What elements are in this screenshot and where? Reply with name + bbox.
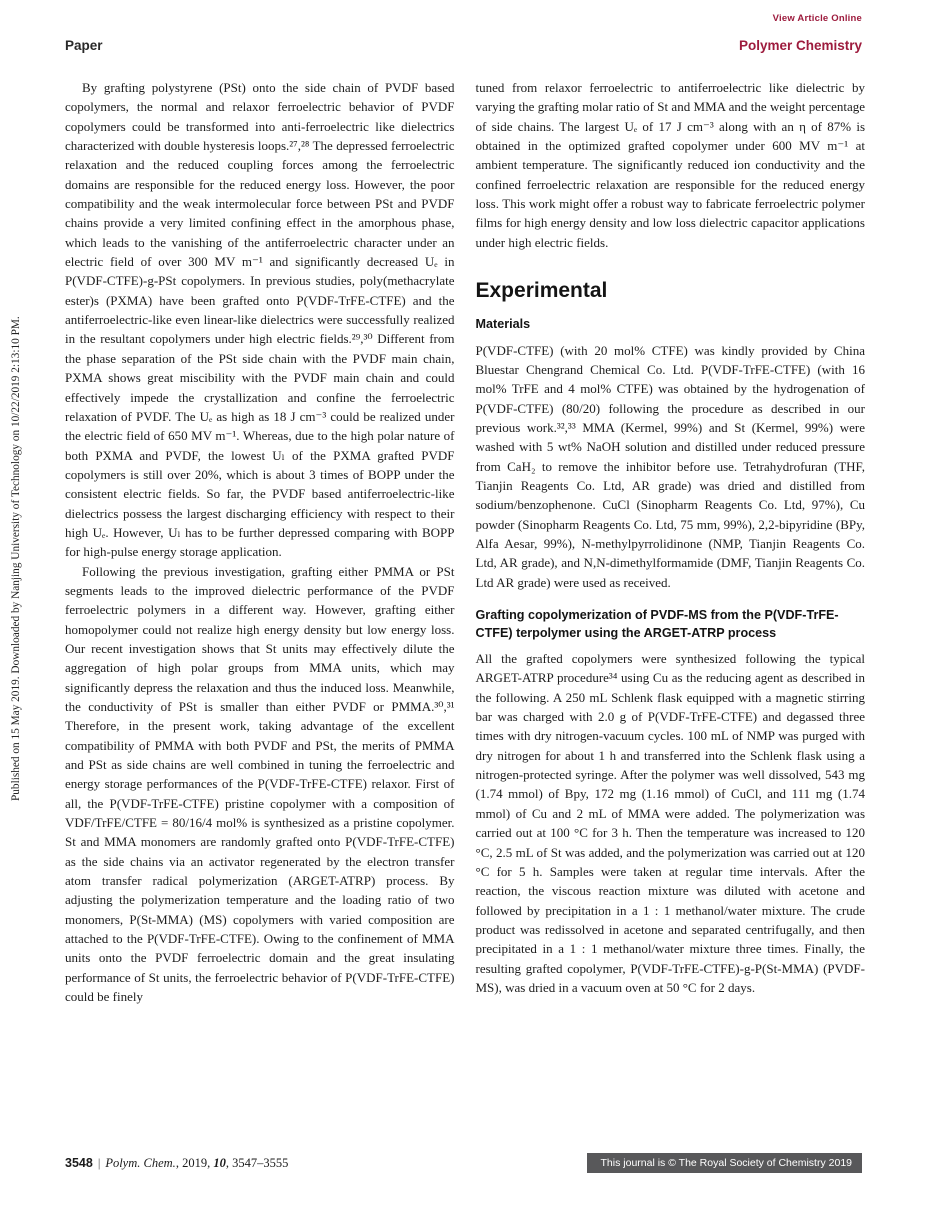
copyright-strip: This journal is © The Royal Society of Chemistry 2019 <box>587 1153 862 1173</box>
subheading-materials: Materials <box>475 317 531 332</box>
section-heading-experimental: Experimental <box>475 279 608 303</box>
citation-year: , 2019, <box>175 1155 214 1170</box>
body-paragraph: Following the previous investigation, grafting either PMMA or PSt segments leads to the improved dielectric performance of the PVDF ferroelectric polymers in a different way. However, grafting either homopolymer could not realize high energy density but low energy loss. Our recent investigation shows that St units may effectively dilute the aggregation of high polar groups from MMA units, which may significantly depress the relaxation and thus the induced loss. Meanwhile, the conductivity of PSt is smaller than either PVDF or PMMA.³⁰,³¹ Therefore, in the present work, taking advantage of the excellent compatibility of PMMA with both PVDF and PSt, the merits of PMMA and PSt as side chains are well combined in tuning the ferroelectric and energy storage performances of the P(VDF-TrFE-CTFE) relaxor. First of all, the P(VDF-TrFE-CTFE) pristine copolymer with a composition of VDF/TrFE/CTFE = 80/16/4 mol% is synthesized as a pristine copolymer. St and MMA monomers are randomly grafted onto P(VDF-TrFE-CTFE) as the side chains via an activator regenerated by the electron transfer atom transfer radical polymerization (ARGET-ATRP) process. By adjusting the polymerization temperature and the loading ratio of two monomers, P(St-MMA) (MS) copolymers with varied composition are attached to the P(VDF-TrFE-CTFE). Owing to the confinement of MMA units onto the PVDF ferroelectric domain and the great insulating performance of St units, the ferroelectric behavior of P(VDF-TrFE-CTFE) could be finely <box>65 563 455 1005</box>
journal-name: Polymer Chemistry <box>738 38 862 53</box>
right-column <box>476 78 866 1007</box>
article-body <box>65 78 865 1007</box>
page-number: 3548 <box>65 1155 93 1170</box>
view-article-online-link[interactable]: View Article Online <box>772 13 862 24</box>
page-footer <box>65 1153 862 1173</box>
page-header <box>65 38 862 53</box>
body-paragraph: tuned from relaxor ferroelectric to antiferroelectric like dielectric by varying the grafting molar ratio of St and MMA and the weight percentage of side chains. The largest Uₑ of 17 J cm⁻³ along with an η of 87% is obtained in the optimized grafted copolymer under 600 MV m⁻¹ at ambient temperature. The significantly reduced ion conductivity and the confined ferroelectric relaxation are responsible for the reduced energy loss. This work might offer a robust way to fabricate ferroelectric polymer films for high energy density and low loss dielectric capacitor applications under high electric fields. <box>475 80 865 250</box>
body-paragraph: By grafting polystyrene (PSt) onto the side chain of PVDF based copolymers, the normal and relaxor ferroelectric behavior of PVDF copolymers could be transformed into anti-ferroelectric like dielectrics characterized with double hysteresis loops.²⁷,²⁸ The depressed ferroelectric relaxation and the reduced coupling forces among the ferroelectric domains are responsible for the reduced energy loss. However, the poor compatibility and the weak intermolecular force between PSt and PVDF chains provide a very limited confining effect in the amorphous phase, which leads to the vanishing of the antiferroelectric character under an electric field of over 300 MV m⁻¹ and significantly decreased Uₑ in P(VDF-CTFE)-g-PSt copolymers. In previous studies, poly(methacrylate ester)s (PXMA) have been grafted onto P(VDF-TrFE-CTFE) and the antiferroelectric-like even linear-like dielectrics were successfully realized in the resultant copolymers under high electric fields.²⁹,³⁰ Different from the phase separation of the PSt side chain with the PVDF main chain, PXMA shows great miscibility with the PVDF main chain and could effectively impede the crystallization and confine the ferroelectric relaxation of PVDF. The Uₑ as high as 18 J cm⁻³ could be realized under the electric field of 650 MV m⁻¹. Whereas, due to the high polar nature of both PXMA and PVDF, the lowest Uₗ of the PXMA grafted PVDF copolymers is still over 20%, which is about 3 times of BOPP under the consistent electric fields. So far, the PVDF based antiferroelectric-like dielectrics possess the largest discharging efficiency with respect to their high Uₑ. However, Uₗ has to be further depressed comparing with BOPP for high-pulse energy storage application. <box>65 80 455 560</box>
footer-separator: | <box>97 1155 101 1170</box>
left-column <box>65 78 455 1007</box>
publication-download-note: Published on 15 May 2019. Downloaded by Nanjing University of Technology on 10/22/2019 2:13:10 PM. <box>10 316 22 801</box>
article-type-label: Paper <box>65 38 103 53</box>
body-paragraph: All the grafted copolymers were synthesized following the typical ARGET-ATRP procedure³⁴ using Cu as the reducing agent as described in the following. A 250 mL Schlenk flask equipped with a magnetic stirring bar was charged with 2.0 g of P(VDF-TrFE-CTFE) and degassed three times with dry nitrogen-vacuum cycles. 100 mL of NMP was purged with dry nitrogen for about 1 h and transferred into the Schlenk flask using a nitrogen-protected syringe. After the polymer was well dissolved, 543 mg (1.74 mmol) of Bpy, 172 mg (1.16 mmol) of CuCl, and 111 mg (1.74 mmol) of Cu and 2 mL of MMA were added. The polymerization was carried out at 100 °C for 3 h. Then the temperature was increased to 120 °C, 2.5 mL of St was added, and the polymerization was carried out at 120 °C for 5 h. Samples were taken at regular time intervals. After the reaction, the viscous reaction mixture was diluted with acetone and followed by precipitation in a 1 : 1 methanol/water mixture. The crude product was redissolved in acetone and separated centrifugally, and then precipitated in a 1 : 1 methanol/water mixture three times. Finally, the resulting grafted copolymer, P(VDF-TrFE-CTFE)-g-P(St-MMA) (PVDF-MS), was dried in a vacuum oven at 50 °C for 2 days. <box>475 651 865 995</box>
body-paragraph: P(VDF-CTFE) (with 20 mol% CTFE) was kindly provided by China Bluestar Chengrand Chemical Co. Ltd. P(VDF-TrFE-CTFE) (with 16 mol% TrFE and 4 mol% CTFE) was obtained by the hydrogenation of P(VDF-CTFE) (80/20) following the procedure as described in our previous work.³²,³³ MMA (Kermel, 99%) and St (Kermel, 99%) were washed with 5 wt% NaOH solution and distilled under reduced pressure from CaH₂ to remove the inhibitor before use. Tetrahydrofuran (THF, Tianjin Reagents Co. Ltd, AR grade) was dried and distilled from sodium/benzophenone. CuCl (Sinopharm Reagents Co. Ltd, 97%), Cu powder (Sinopharm Reagents Co. Ltd, 75 mm, 99%), 2,2-bipyridine (BPy, Alfa Aesar, 99%), N-methylpyrrolidinone (NMP, Tianjin Reagents Co. Ltd, AR grade), and N,N-dimethylformamide (DMF, Tianjin Reagents Co. Ltd AR grade) were used as received. <box>475 342 865 590</box>
page-citation <box>65 1156 288 1171</box>
citation-journal: Polym. Chem. <box>105 1155 176 1170</box>
subheading-grafting-copolymerization: Grafting copolymerization of PVDF-MS from the P(VDF-TrFE-CTFE) terpolymer using the ARGET-ATRP process <box>475 608 839 640</box>
citation-volume: 10 <box>213 1155 226 1170</box>
citation-pages: , 3547–3555 <box>225 1155 289 1170</box>
